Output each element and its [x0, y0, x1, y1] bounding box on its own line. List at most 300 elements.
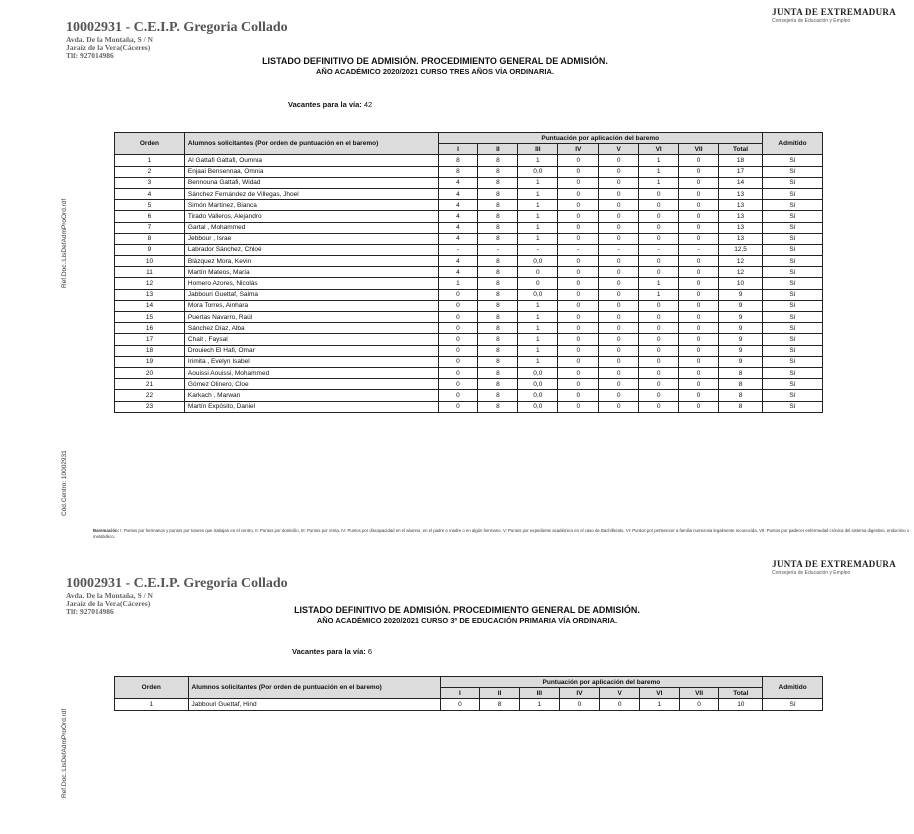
cell-orden: 18 — [115, 345, 185, 356]
vacantes-value: 6 — [367, 647, 373, 656]
cell-punt-total: 13 — [719, 233, 763, 244]
address-line-1: Avda. De la Montaña, S / N — [66, 591, 153, 600]
cell-punt-V: 0 — [599, 312, 639, 323]
cell-orden: 16 — [115, 323, 185, 334]
address-line-1: Avda. De la Montaña, S / N — [66, 35, 153, 44]
cell-punt-II: 8 — [478, 200, 518, 211]
cell-orden: 3 — [115, 177, 185, 188]
table-row — [115, 155, 823, 166]
cell-punt-IV: 0 — [558, 345, 599, 356]
cell-punt-VII: 0 — [679, 278, 719, 289]
cell-admitido: Sí — [762, 323, 822, 334]
cell-admitido: Sí — [762, 300, 822, 311]
header-col-total: Total — [719, 688, 763, 699]
cell-orden: 8 — [115, 233, 185, 244]
cell-punt-total: 12 — [719, 267, 763, 278]
cell-punt-V: 0 — [599, 256, 639, 267]
cell-punt-III: 0,0 — [518, 367, 558, 378]
list-subtitle: AÑO ACADÉMICO 2020/2021 CURSO TRES AÑOS VÍA ORDINARIA. — [316, 67, 554, 76]
junta-title: JUNTA DE EXTREMADURA — [772, 7, 896, 17]
cell-punt-VII: 0 — [679, 390, 719, 401]
cell-punt-IV: 0 — [558, 166, 599, 177]
cell-punt-VII: 0 — [679, 300, 719, 311]
table-row — [115, 177, 823, 188]
cell-punt-V: 0 — [599, 345, 639, 356]
cell-alumno: Tirado Valleros, Alejandro — [184, 211, 438, 222]
cell-punt-VII: 0 — [679, 356, 719, 367]
junta-subtitle: Consejería de Educación y Empleo — [772, 18, 851, 24]
cell-punt-V: 0 — [599, 177, 639, 188]
cell-punt-VII: 0 — [679, 267, 719, 278]
cell-punt-I: 0 — [438, 401, 478, 412]
table-row — [115, 323, 823, 334]
cell-punt-V: 0 — [599, 401, 639, 412]
cell-alumno: Martín Mateos, María — [184, 267, 438, 278]
cell-admitido: Sí — [762, 278, 822, 289]
cell-punt-I: 0 — [438, 345, 478, 356]
cell-punt-IV: 0 — [558, 211, 599, 222]
cell-punt-I: 8 — [438, 155, 478, 166]
table-row — [115, 200, 823, 211]
table-body — [115, 155, 823, 412]
header-col-IV: IV — [559, 688, 600, 699]
cell-orden: 9 — [115, 244, 185, 255]
cell-alumno: Al Gattafi Gattafi, Oumnia — [184, 155, 438, 166]
cell-punt-IV: 0 — [558, 379, 599, 390]
admission-table — [114, 132, 823, 413]
cell-orden: 7 — [115, 222, 185, 233]
cell-punt-I: 0 — [438, 300, 478, 311]
cell-orden: 23 — [115, 401, 185, 412]
list-subtitle: AÑO ACADÉMICO 2020/2021 CURSO 3º DE EDUCACIÓN PRIMARIA VÍA ORDINARIA. — [316, 616, 618, 625]
cell-punt-VII: 0 — [679, 166, 719, 177]
header-col-III: III — [519, 688, 559, 699]
cell-admitido: Sí — [762, 312, 822, 323]
cell-punt-VII: 0 — [679, 233, 719, 244]
ref-doc-label: Ref.Doc.:LisDefAdmProOrd.rdf — [61, 198, 68, 288]
cell-punt-I: 4 — [438, 256, 478, 267]
table-row — [115, 289, 823, 300]
cell-punt-III: 0,0 — [518, 166, 558, 177]
cell-punt-total: 17 — [719, 166, 763, 177]
cell-punt-total: 8 — [719, 390, 763, 401]
cell-punt-VII: 0 — [679, 312, 719, 323]
cell-admitido: Sí — [762, 222, 822, 233]
cell-punt-II: 8 — [480, 699, 520, 710]
table-row — [115, 401, 823, 412]
junta-logo — [772, 7, 896, 24]
cell-punt-I: 4 — [438, 267, 478, 278]
cell-punt-II: 8 — [478, 222, 518, 233]
table-row — [115, 222, 823, 233]
cell-admitido: Sí — [762, 177, 822, 188]
cell-punt-VII: 0 — [679, 188, 719, 199]
cell-punt-III: 0,0 — [518, 256, 558, 267]
cell-punt-total: 9 — [719, 312, 763, 323]
cell-orden: 17 — [115, 334, 185, 345]
cell-punt-III: 1 — [518, 300, 558, 311]
cell-punt-IV: 0 — [558, 188, 599, 199]
cell-alumno: Simón Martínez, Bianca — [184, 200, 438, 211]
cell-punt-total: 9 — [719, 300, 763, 311]
cell-punt-V: 0 — [599, 200, 639, 211]
cell-punt-IV: 0 — [558, 289, 599, 300]
cell-punt-IV: 0 — [558, 390, 599, 401]
cell-punt-VII: 0 — [679, 289, 719, 300]
cell-punt-I: 0 — [438, 334, 478, 345]
cell-punt-VII: 0 — [679, 367, 719, 378]
cell-punt-IV: 0 — [558, 155, 599, 166]
cell-admitido: Sí — [763, 699, 823, 710]
cell-punt-VII: 0 — [679, 699, 719, 710]
cell-admitido: Sí — [762, 188, 822, 199]
cell-admitido: Sí — [762, 289, 822, 300]
table-row — [115, 256, 823, 267]
list-title: LISTADO DEFINITIVO DE ADMISIÓN. PROCEDIMIENTO GENERAL DE ADMISIÓN. — [262, 56, 608, 66]
cell-admitido: Sí — [762, 379, 822, 390]
table-row — [115, 312, 823, 323]
cell-punt-II: 8 — [478, 323, 518, 334]
header-alumnos: Alumnos solicitantes (Por orden de puntuación en el baremo) — [188, 677, 440, 699]
cell-alumno: Jabbouri Guettaf, Salma — [184, 289, 438, 300]
cell-punt-VII: 0 — [679, 155, 719, 166]
cell-punt-IV: 0 — [558, 256, 599, 267]
cell-punt-III: 1 — [518, 200, 558, 211]
school-name: 10002931 - C.E.I.P. Gregoria Collado — [66, 20, 288, 35]
cell-punt-VI: 0 — [639, 390, 679, 401]
cell-punt-II: 8 — [478, 379, 518, 390]
header-col-V: V — [600, 688, 640, 699]
cell-punt-VI: 0 — [639, 256, 679, 267]
baremacion-notes — [93, 528, 911, 539]
cell-punt-II: 8 — [478, 166, 518, 177]
cell-punt-I: - — [438, 244, 478, 255]
cell-punt-V: 0 — [599, 188, 639, 199]
header-col-I: I — [438, 144, 478, 155]
cell-punt-V: 0 — [599, 278, 639, 289]
table-row — [115, 379, 823, 390]
cell-punt-total: 9 — [719, 345, 763, 356]
cell-alumno: Karkach , Marwan — [184, 390, 438, 401]
cell-punt-I: 0 — [438, 356, 478, 367]
address-line-2: Jaraíz de la Vera(Cáceres) — [66, 599, 151, 608]
baremacion-text: I: Puntos por hermanos y puntos por tutores que trabajan en el centro, II: Puntos por domicilio, III: Puntos por renta, IV: Puntos por discapacidad en el alumno, en el padre o madre o en algún hermano, V: Puntos por expediente académico en el caso de Bachillerato, VI: Puntos por pertenecer a familia numerosa legalmente reconocida, VII: Puntos por padecer enfermedad crónica del sistema digestivo, endocrino o metabólico. — [93, 528, 910, 539]
cell-punt-III: 1 — [518, 233, 558, 244]
cell-punt-VI: 0 — [639, 323, 679, 334]
cell-admitido: Sí — [762, 356, 822, 367]
phone: Tlf: 927014986 — [66, 607, 114, 616]
cell-punt-II: 8 — [478, 312, 518, 323]
cell-punt-VI: 0 — [639, 345, 679, 356]
cell-orden: 4 — [115, 188, 185, 199]
cell-punt-total: 10 — [719, 278, 763, 289]
cell-orden: 2 — [115, 166, 185, 177]
cell-punt-V: 0 — [599, 267, 639, 278]
baremacion-label: Baremación: — [93, 528, 120, 533]
cell-punt-VII: 0 — [679, 345, 719, 356]
cell-alumno: Sánchez Díaz, Alba — [184, 323, 438, 334]
cell-punt-II: 8 — [478, 155, 518, 166]
cell-alumno: Mora Torres, Ainhara — [184, 300, 438, 311]
table-row — [115, 300, 823, 311]
cell-orden: 1 — [115, 699, 189, 710]
vacantes — [288, 100, 372, 109]
cell-punt-total: 9 — [719, 356, 763, 367]
cell-punt-II: 8 — [478, 211, 518, 222]
cell-punt-IV: 0 — [558, 233, 599, 244]
cell-punt-VI: 0 — [639, 267, 679, 278]
cell-punt-VI: 0 — [639, 188, 679, 199]
cell-punt-III: 1 — [518, 177, 558, 188]
cell-punt-I: 4 — [438, 233, 478, 244]
header-col-VII: VII — [679, 688, 719, 699]
cell-punt-VII: 0 — [679, 222, 719, 233]
cell-admitido: Sí — [762, 155, 822, 166]
junta-subtitle: Consejería de Educación y Empleo — [772, 570, 851, 576]
cell-alumno: Homero Azores, Nicolás — [184, 278, 438, 289]
cell-punt-total: 12 — [719, 256, 763, 267]
table-row — [115, 278, 823, 289]
cell-punt-I: 4 — [438, 200, 478, 211]
cell-punt-total: 13 — [719, 200, 763, 211]
cell-punt-total: 9 — [719, 323, 763, 334]
cell-punt-I: 0 — [438, 289, 478, 300]
cell-punt-III: 0,0 — [518, 401, 558, 412]
cell-punt-II: 8 — [478, 289, 518, 300]
cell-punt-II: 8 — [478, 345, 518, 356]
cell-punt-total: 12,5 — [719, 244, 763, 255]
cell-punt-total: 13 — [719, 188, 763, 199]
cell-punt-VII: 0 — [679, 200, 719, 211]
cell-alumno: Sánchez Fernández de Villegas, Jhoel — [184, 188, 438, 199]
cell-punt-total: 9 — [719, 289, 763, 300]
cell-punt-III: 1 — [518, 334, 558, 345]
cell-orden: 19 — [115, 356, 185, 367]
vacantes-label: Vacantes para la vía: — [288, 100, 362, 109]
cell-punt-VII: 0 — [679, 211, 719, 222]
table-row — [115, 367, 823, 378]
cell-punt-II: 8 — [478, 390, 518, 401]
header-col-I: I — [440, 688, 480, 699]
school-name: 10002931 - C.E.I.P. Gregoria Collado — [66, 576, 288, 591]
cell-punt-I: 4 — [438, 177, 478, 188]
cell-punt-total: 14 — [719, 177, 763, 188]
cell-punt-IV: 0 — [558, 267, 599, 278]
cell-punt-V: 0 — [600, 699, 640, 710]
cell-punt-III: 1 — [518, 312, 558, 323]
cell-punt-V: 0 — [599, 300, 639, 311]
cell-admitido: Sí — [762, 211, 822, 222]
cell-punt-V: - — [599, 244, 639, 255]
header-col-VII: VII — [679, 144, 719, 155]
cell-punt-VI: 0 — [639, 334, 679, 345]
cell-punt-III: 1 — [518, 323, 558, 334]
cell-punt-VI: 1 — [639, 177, 679, 188]
cell-punt-VI: 1 — [639, 166, 679, 177]
address-line-2: Jaraíz de la Vera(Cáceres) — [66, 43, 151, 52]
cell-admitido: Sí — [762, 166, 822, 177]
header-col-II: II — [478, 144, 518, 155]
cell-punt-V: 0 — [599, 334, 639, 345]
cell-punt-IV: 0 — [558, 222, 599, 233]
cell-admitido: Sí — [762, 244, 822, 255]
cell-punt-III: 0 — [518, 278, 558, 289]
junta-title: JUNTA DE EXTREMADURA — [772, 559, 896, 569]
cell-punt-III: 0,0 — [518, 379, 558, 390]
cell-orden: 20 — [115, 367, 185, 378]
cell-punt-II: 8 — [478, 300, 518, 311]
cell-punt-IV: 0 — [558, 278, 599, 289]
cell-punt-III: 1 — [518, 211, 558, 222]
cell-punt-V: 0 — [599, 211, 639, 222]
cell-alumno: Puertas Navarro, Raúl — [184, 312, 438, 323]
cell-punt-VI: 0 — [639, 401, 679, 412]
cell-punt-II: 8 — [478, 334, 518, 345]
cell-punt-total: 8 — [719, 401, 763, 412]
cell-admitido: Sí — [762, 267, 822, 278]
header-alumnos: Alumnos solicitantes (Por orden de puntuación en el baremo) — [184, 133, 438, 155]
cell-punt-VII: 0 — [679, 379, 719, 390]
table-row — [115, 390, 823, 401]
cell-punt-I: 0 — [440, 699, 480, 710]
cell-punt-II: 8 — [478, 233, 518, 244]
cell-punt-VI: - — [639, 244, 679, 255]
cell-alumno: Jabbouri Guettaf, Hind — [188, 699, 440, 710]
cell-punt-IV: 0 — [558, 323, 599, 334]
cell-punt-IV: 0 — [558, 312, 599, 323]
cell-punt-III: 1 — [518, 188, 558, 199]
header-col-VI: VI — [640, 688, 680, 699]
cell-punt-total: 8 — [719, 367, 763, 378]
cell-punt-I: 4 — [438, 188, 478, 199]
cell-punt-I: 0 — [438, 367, 478, 378]
cell-alumno: Drouiech El Hafi, Omar — [184, 345, 438, 356]
cell-orden: 21 — [115, 379, 185, 390]
cell-punt-V: 0 — [599, 289, 639, 300]
cell-punt-I: 0 — [438, 390, 478, 401]
cell-punt-IV: - — [558, 244, 599, 255]
cell-punt-total: 13 — [719, 222, 763, 233]
cell-punt-VI: 0 — [639, 300, 679, 311]
cell-orden: 22 — [115, 390, 185, 401]
cell-punt-V: 0 — [599, 155, 639, 166]
header-col-V: V — [599, 144, 639, 155]
cell-punt-IV: 0 — [558, 200, 599, 211]
cell-punt-total: 10 — [719, 699, 763, 710]
table-row — [115, 699, 823, 710]
header-admitido: Admitido — [763, 677, 823, 699]
header-col-III: III — [518, 144, 558, 155]
cell-orden: 15 — [115, 312, 185, 323]
cell-alumno: Martín Expósito, Daniel — [184, 401, 438, 412]
cell-punt-II: 8 — [478, 256, 518, 267]
cell-alumno: Gómez Olinero, Cloe — [184, 379, 438, 390]
ref-doc-label: Ref.Doc.:LisDefAdmProOrd.rdf — [61, 708, 68, 798]
cell-orden: 6 — [115, 211, 185, 222]
vacantes-value: 42 — [363, 100, 373, 109]
cell-punt-III: 0,0 — [518, 289, 558, 300]
cell-punt-II: 8 — [478, 401, 518, 412]
phone: Tlf: 927014986 — [66, 51, 114, 60]
cell-admitido: Sí — [762, 367, 822, 378]
header-col-VI: VI — [639, 144, 679, 155]
table-row — [115, 267, 823, 278]
cell-punt-VI: 0 — [639, 367, 679, 378]
cell-punt-VII: - — [679, 244, 719, 255]
cell-punt-IV: 0 — [559, 699, 600, 710]
cell-punt-I: 0 — [438, 323, 478, 334]
cell-punt-IV: 0 — [558, 300, 599, 311]
cell-alumno: Bennouna Gattafi, Widad — [184, 177, 438, 188]
cell-punt-I: 0 — [438, 379, 478, 390]
cell-punt-VI: 1 — [640, 699, 680, 710]
cell-orden: 12 — [115, 278, 185, 289]
cell-punt-IV: 0 — [558, 334, 599, 345]
cell-orden: 13 — [115, 289, 185, 300]
cell-admitido: Sí — [762, 256, 822, 267]
cell-alumno: Jebbour , Israe — [184, 233, 438, 244]
header-col-IV: IV — [558, 144, 599, 155]
cell-punt-IV: 0 — [558, 177, 599, 188]
table-row — [115, 345, 823, 356]
vacantes-label: Vacantes para la vía: — [292, 647, 366, 656]
cell-punt-V: 0 — [599, 233, 639, 244]
cell-orden: 5 — [115, 200, 185, 211]
header-admitido: Admitido — [762, 133, 822, 155]
cell-punt-VI: 1 — [639, 155, 679, 166]
cell-admitido: Sí — [762, 401, 822, 412]
cod-centro-label: Cód.Centro: 10002931 — [61, 450, 68, 516]
header-col-total: Total — [719, 144, 763, 155]
cell-punt-III: 1 — [518, 356, 558, 367]
cell-punt-V: 0 — [599, 323, 639, 334]
cell-punt-total: 8 — [719, 379, 763, 390]
cell-alumno: Chait , Faysal — [184, 334, 438, 345]
admission-table — [114, 676, 823, 711]
header-col-II: II — [480, 688, 520, 699]
table-row — [115, 356, 823, 367]
table-row — [115, 334, 823, 345]
cell-alumno: Irimita , Evelyn Isabel — [184, 356, 438, 367]
table-row — [115, 188, 823, 199]
cell-punt-III: 0 — [518, 267, 558, 278]
cell-punt-III: 1 — [518, 155, 558, 166]
cell-punt-V: 0 — [599, 367, 639, 378]
cell-punt-VI: 0 — [639, 233, 679, 244]
cell-punt-V: 0 — [599, 166, 639, 177]
cell-punt-III: - — [518, 244, 558, 255]
cell-orden: 11 — [115, 267, 185, 278]
cell-punt-IV: 0 — [558, 401, 599, 412]
cell-punt-total: 9 — [719, 334, 763, 345]
header-orden: Orden — [115, 133, 185, 155]
cell-alumno: Blázquez Mora, Kevin — [184, 256, 438, 267]
header-puntuacion: Puntuación por aplicación del baremo — [440, 677, 763, 688]
cell-punt-I: 4 — [438, 211, 478, 222]
cell-punt-V: 0 — [599, 356, 639, 367]
table-row — [115, 233, 823, 244]
cell-punt-VI: 0 — [639, 379, 679, 390]
cell-orden: 1 — [115, 155, 185, 166]
cell-punt-V: 0 — [599, 390, 639, 401]
cell-punt-I: 0 — [438, 312, 478, 323]
cell-punt-VI: 0 — [639, 200, 679, 211]
header-puntuacion: Puntuación por aplicación del baremo — [438, 133, 762, 144]
cell-punt-VII: 0 — [679, 401, 719, 412]
cell-punt-total: 13 — [719, 211, 763, 222]
cell-punt-VI: 0 — [639, 312, 679, 323]
cell-punt-IV: 0 — [558, 367, 599, 378]
